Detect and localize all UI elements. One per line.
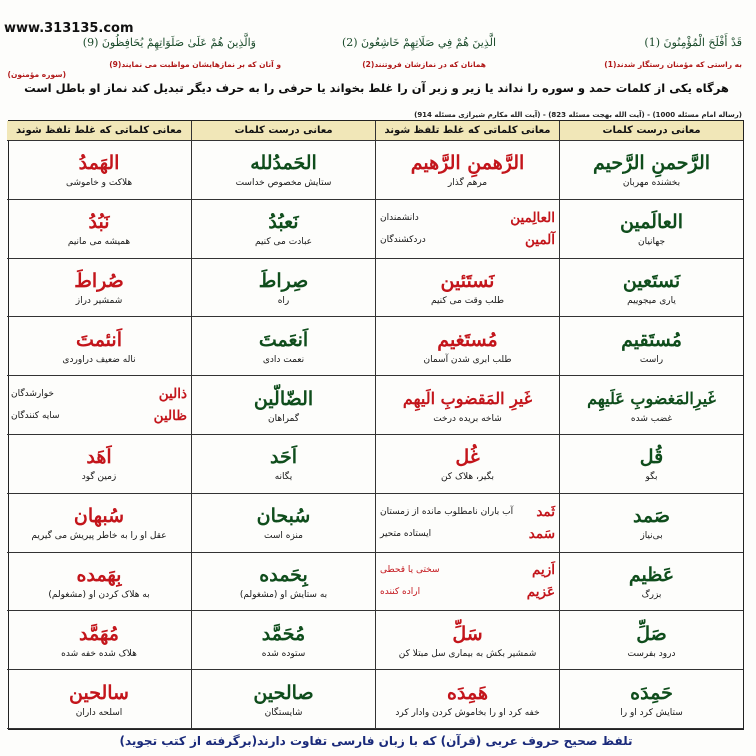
correct-word: بِحَمده bbox=[259, 563, 308, 586]
correct-cell bbox=[191, 317, 375, 376]
wrong-word: نَبُدُ bbox=[88, 211, 110, 234]
meaning: راه bbox=[277, 295, 290, 306]
meaning: زمین گود bbox=[81, 472, 117, 483]
wrong-cell bbox=[7, 611, 191, 670]
meaning: شایستگان bbox=[264, 707, 303, 718]
verse-3-translation: و آنان که بر نمازهایشان مواظبت می نمایند(9) bbox=[109, 60, 281, 69]
wrong-word: سَمد bbox=[528, 525, 555, 542]
wrong-word: آلمین bbox=[524, 231, 555, 248]
wrong-cell bbox=[7, 317, 191, 376]
wrong-cell bbox=[7, 200, 191, 259]
verse-2-translation: همانان که در نمازشان فروتنند(2) bbox=[362, 60, 486, 69]
correct-word: الضّالّین bbox=[253, 387, 314, 410]
column-header: معانی کلماتی که غلط تلفظ شوند bbox=[375, 121, 559, 141]
wrong-cell bbox=[375, 259, 559, 318]
correct-word: سُبحان bbox=[256, 505, 311, 528]
wrong-cell bbox=[7, 259, 191, 318]
wrong-word: عَزیم bbox=[526, 584, 555, 601]
wrong-word: غَیرِ المَقضوبِ الَیهِم bbox=[402, 388, 533, 408]
correct-word: العالَمین bbox=[620, 211, 683, 234]
correct-cell bbox=[191, 259, 375, 318]
wrong-cell bbox=[375, 494, 559, 553]
wrong-cell bbox=[7, 141, 191, 200]
correct-word: غَیرِالمَغضوبِ عَلَیهِم bbox=[587, 388, 716, 408]
correct-cell bbox=[191, 376, 375, 435]
correct-cell bbox=[559, 553, 743, 612]
meaning: عبادت می کنیم bbox=[254, 237, 313, 248]
correct-word: نَستَعین bbox=[622, 269, 681, 292]
meaning: ایستاده متحیر bbox=[380, 528, 432, 539]
correct-word: الرَّحمنِ الرَّحیم bbox=[592, 152, 711, 175]
meaning: دانشمندان bbox=[380, 212, 419, 223]
correct-word: صِراطَ bbox=[258, 269, 309, 292]
meaning: سختی یا قحطی bbox=[380, 565, 440, 576]
pronunciation-table bbox=[8, 120, 744, 730]
meaning: غضب شده bbox=[630, 413, 673, 424]
correct-cell bbox=[559, 494, 743, 553]
wrong-cell bbox=[375, 553, 559, 612]
meaning: خوارشدگان bbox=[11, 389, 54, 400]
wrong-word: غُل bbox=[455, 446, 480, 469]
wrong-cell bbox=[375, 141, 559, 200]
correct-word: اَحَد bbox=[270, 446, 297, 469]
correct-word: صالحین bbox=[253, 681, 314, 704]
correct-cell bbox=[559, 200, 743, 259]
correct-word: عَظیم bbox=[628, 563, 675, 586]
correct-word: حَمِدَه bbox=[630, 681, 673, 704]
meaning: ستایش کرد او را bbox=[620, 707, 683, 718]
meaning: عقل او را به خاطر پیریش می گیریم bbox=[31, 531, 167, 542]
surah-name: (سوره مؤمنون) bbox=[7, 70, 66, 79]
wrong-word: مُستَغیم bbox=[437, 328, 498, 351]
wrong-pair bbox=[11, 386, 187, 402]
wrong-word: سُبهان bbox=[73, 505, 125, 528]
wrong-cell bbox=[375, 611, 559, 670]
verse-2: الَّذِينَ هُمْ فِي صَلَاتِهِمْ خَاشِعُونَ (2) bbox=[341, 36, 496, 49]
wrong-word: ذالین bbox=[158, 386, 187, 403]
wrong-pair bbox=[380, 526, 555, 542]
wrong-cell bbox=[375, 317, 559, 376]
meaning: ستوده شده bbox=[261, 648, 306, 659]
wrong-word: الرَّهمنِ الرَّهیم bbox=[410, 152, 525, 175]
meaning: خفه کرد او را بخاموش کردن وادار کرد bbox=[395, 707, 540, 718]
correct-cell bbox=[191, 141, 375, 200]
meaning: همیشه می مانیم bbox=[67, 237, 131, 248]
meaning: طلب وقت می کنیم bbox=[430, 295, 505, 306]
column-header: معانی درست کلمات bbox=[191, 121, 375, 141]
correct-word: اَنعَمتَ bbox=[258, 328, 309, 351]
correct-cell bbox=[191, 200, 375, 259]
correct-cell bbox=[559, 435, 743, 494]
correct-cell bbox=[191, 435, 375, 494]
wrong-pair bbox=[380, 504, 555, 520]
meaning: یگانه bbox=[274, 472, 293, 483]
wrong-pair bbox=[380, 210, 555, 226]
wrong-cell bbox=[375, 435, 559, 494]
wrong-word: نَستَئین bbox=[440, 269, 495, 292]
meaning: بی‌نیاز bbox=[640, 531, 663, 542]
wrong-cell bbox=[375, 376, 559, 435]
meaning: بگیر، هلاک کن bbox=[440, 472, 495, 483]
meaning: بگو bbox=[645, 472, 658, 483]
meaning: گمراهان bbox=[267, 413, 300, 424]
wrong-cell bbox=[375, 670, 559, 729]
correct-cell bbox=[191, 553, 375, 612]
meaning: هلاکت و خاموشی bbox=[65, 178, 133, 189]
meaning: بزرگ bbox=[641, 589, 662, 600]
meaning: یاری میجوییم bbox=[627, 295, 676, 306]
verse-1-translation: به راستی که مؤمنان رستگار شدند(1) bbox=[604, 60, 742, 69]
correct-word: نَعبُدُ bbox=[268, 211, 299, 234]
wrong-cell bbox=[7, 376, 191, 435]
correct-word: قُل bbox=[639, 446, 664, 469]
column-header: معانی درست کلمات bbox=[559, 121, 743, 141]
meaning: جهانیان bbox=[637, 237, 666, 248]
meaning: ستایش مخصوص خداست bbox=[235, 178, 332, 189]
footer-note: تلفظ صحیح حروف عربی (قرآن) که با زبان فارسی تفاوت دارند(برگرفته از کتب تجوید) bbox=[119, 734, 633, 748]
correct-cell bbox=[191, 494, 375, 553]
wrong-word: اَهَد bbox=[86, 446, 112, 469]
correct-cell bbox=[191, 670, 375, 729]
wrong-word: صُراطَ bbox=[74, 269, 124, 292]
meaning: بخشنده مهربان bbox=[622, 178, 681, 189]
correct-cell bbox=[559, 611, 743, 670]
meaning: درود بفرست bbox=[627, 648, 676, 659]
meaning: اسلحه داران bbox=[75, 707, 123, 718]
wrong-word: سَلِّ bbox=[452, 622, 483, 645]
wrong-pair bbox=[380, 232, 555, 248]
correct-cell bbox=[559, 317, 743, 376]
meaning: شمشیر بکش به بیماری سل مبتلا کن bbox=[398, 648, 537, 659]
meaning: سایه کنندگان bbox=[11, 411, 60, 422]
wrong-pair bbox=[380, 562, 555, 578]
wrong-word: بِهَمده bbox=[76, 563, 122, 586]
meaning: دردکشندگان bbox=[380, 234, 426, 245]
wrong-pair bbox=[380, 584, 555, 600]
meaning: به هلاک کردن او (مشغولم) bbox=[48, 589, 150, 600]
correct-word: الحَمدُلله bbox=[250, 152, 317, 175]
correct-word: مُستَقیم bbox=[621, 328, 682, 351]
meaning: شمشیر دراز bbox=[75, 295, 123, 306]
wrong-cell bbox=[7, 670, 191, 729]
site-url: www.313135.com bbox=[4, 21, 134, 36]
meaning: طلب ابری شدن آسمان bbox=[423, 354, 512, 365]
meaning: ناله ضعیف دراوردی bbox=[62, 354, 136, 365]
correct-cell bbox=[559, 141, 743, 200]
meaning: اراده کننده bbox=[380, 587, 421, 598]
meaning: هلاک شده خفه شده bbox=[61, 648, 137, 659]
column-header: معانی کلماتی که غلط تلفظ شوند bbox=[7, 121, 191, 141]
wrong-word: مُهَمَّد bbox=[79, 622, 119, 645]
verse-3: وَالَّذِينَ هُمْ عَلَىٰ صَلَوَاتِهِمْ يُحَافِظُونَ (9) bbox=[82, 36, 256, 49]
rule-text: هرگاه یکی از کلمات حمد و سوره را نداند یا زیر و زبر آن را غلط بخواند یا حرفی را به حرف دیگر تبدیل کند نماز او باطل است bbox=[24, 81, 729, 95]
wrong-cell bbox=[375, 200, 559, 259]
meaning: آب باران نامطلوب مانده از زمستان bbox=[380, 506, 514, 517]
wrong-cell bbox=[7, 553, 191, 612]
wrong-word: هَمِدَه bbox=[447, 681, 488, 704]
wrong-word: ظالین bbox=[153, 408, 187, 425]
meaning: شاخه بریده درخت bbox=[433, 413, 502, 424]
wrong-word: اَنئمتَ bbox=[76, 328, 122, 351]
correct-cell bbox=[559, 259, 743, 318]
meaning: منزه است bbox=[264, 531, 303, 542]
wrong-pair bbox=[11, 408, 187, 424]
correct-word: مُحَمَّد bbox=[261, 622, 306, 645]
meaning: مرهم گذار bbox=[447, 178, 488, 189]
references: (رساله امام مسئله 1000) - (آیت الله بهجت مسئله 823) - (آیت الله مکارم شیرازی مسئله 914) bbox=[414, 111, 742, 119]
wrong-cell bbox=[7, 435, 191, 494]
wrong-word: اَزیم bbox=[531, 562, 555, 579]
wrong-word: الهَمدُ bbox=[78, 152, 120, 175]
correct-word: صَمد bbox=[632, 505, 671, 528]
correct-cell bbox=[559, 670, 743, 729]
verse-1: قَدْ أَفْلَحَ الْمُؤْمِنُونَ (1) bbox=[644, 36, 742, 49]
correct-word: صَلِّ bbox=[636, 622, 667, 645]
wrong-cell bbox=[7, 494, 191, 553]
meaning: به ستایش او (مشغولم) bbox=[239, 589, 328, 600]
wrong-word: ثَمد bbox=[536, 503, 555, 520]
correct-cell bbox=[559, 376, 743, 435]
wrong-word: العالِمین bbox=[510, 209, 555, 226]
correct-cell bbox=[191, 611, 375, 670]
wrong-word: سالحین bbox=[69, 681, 129, 704]
meaning: راست bbox=[639, 354, 664, 365]
meaning: نعمت دادی bbox=[262, 354, 305, 365]
